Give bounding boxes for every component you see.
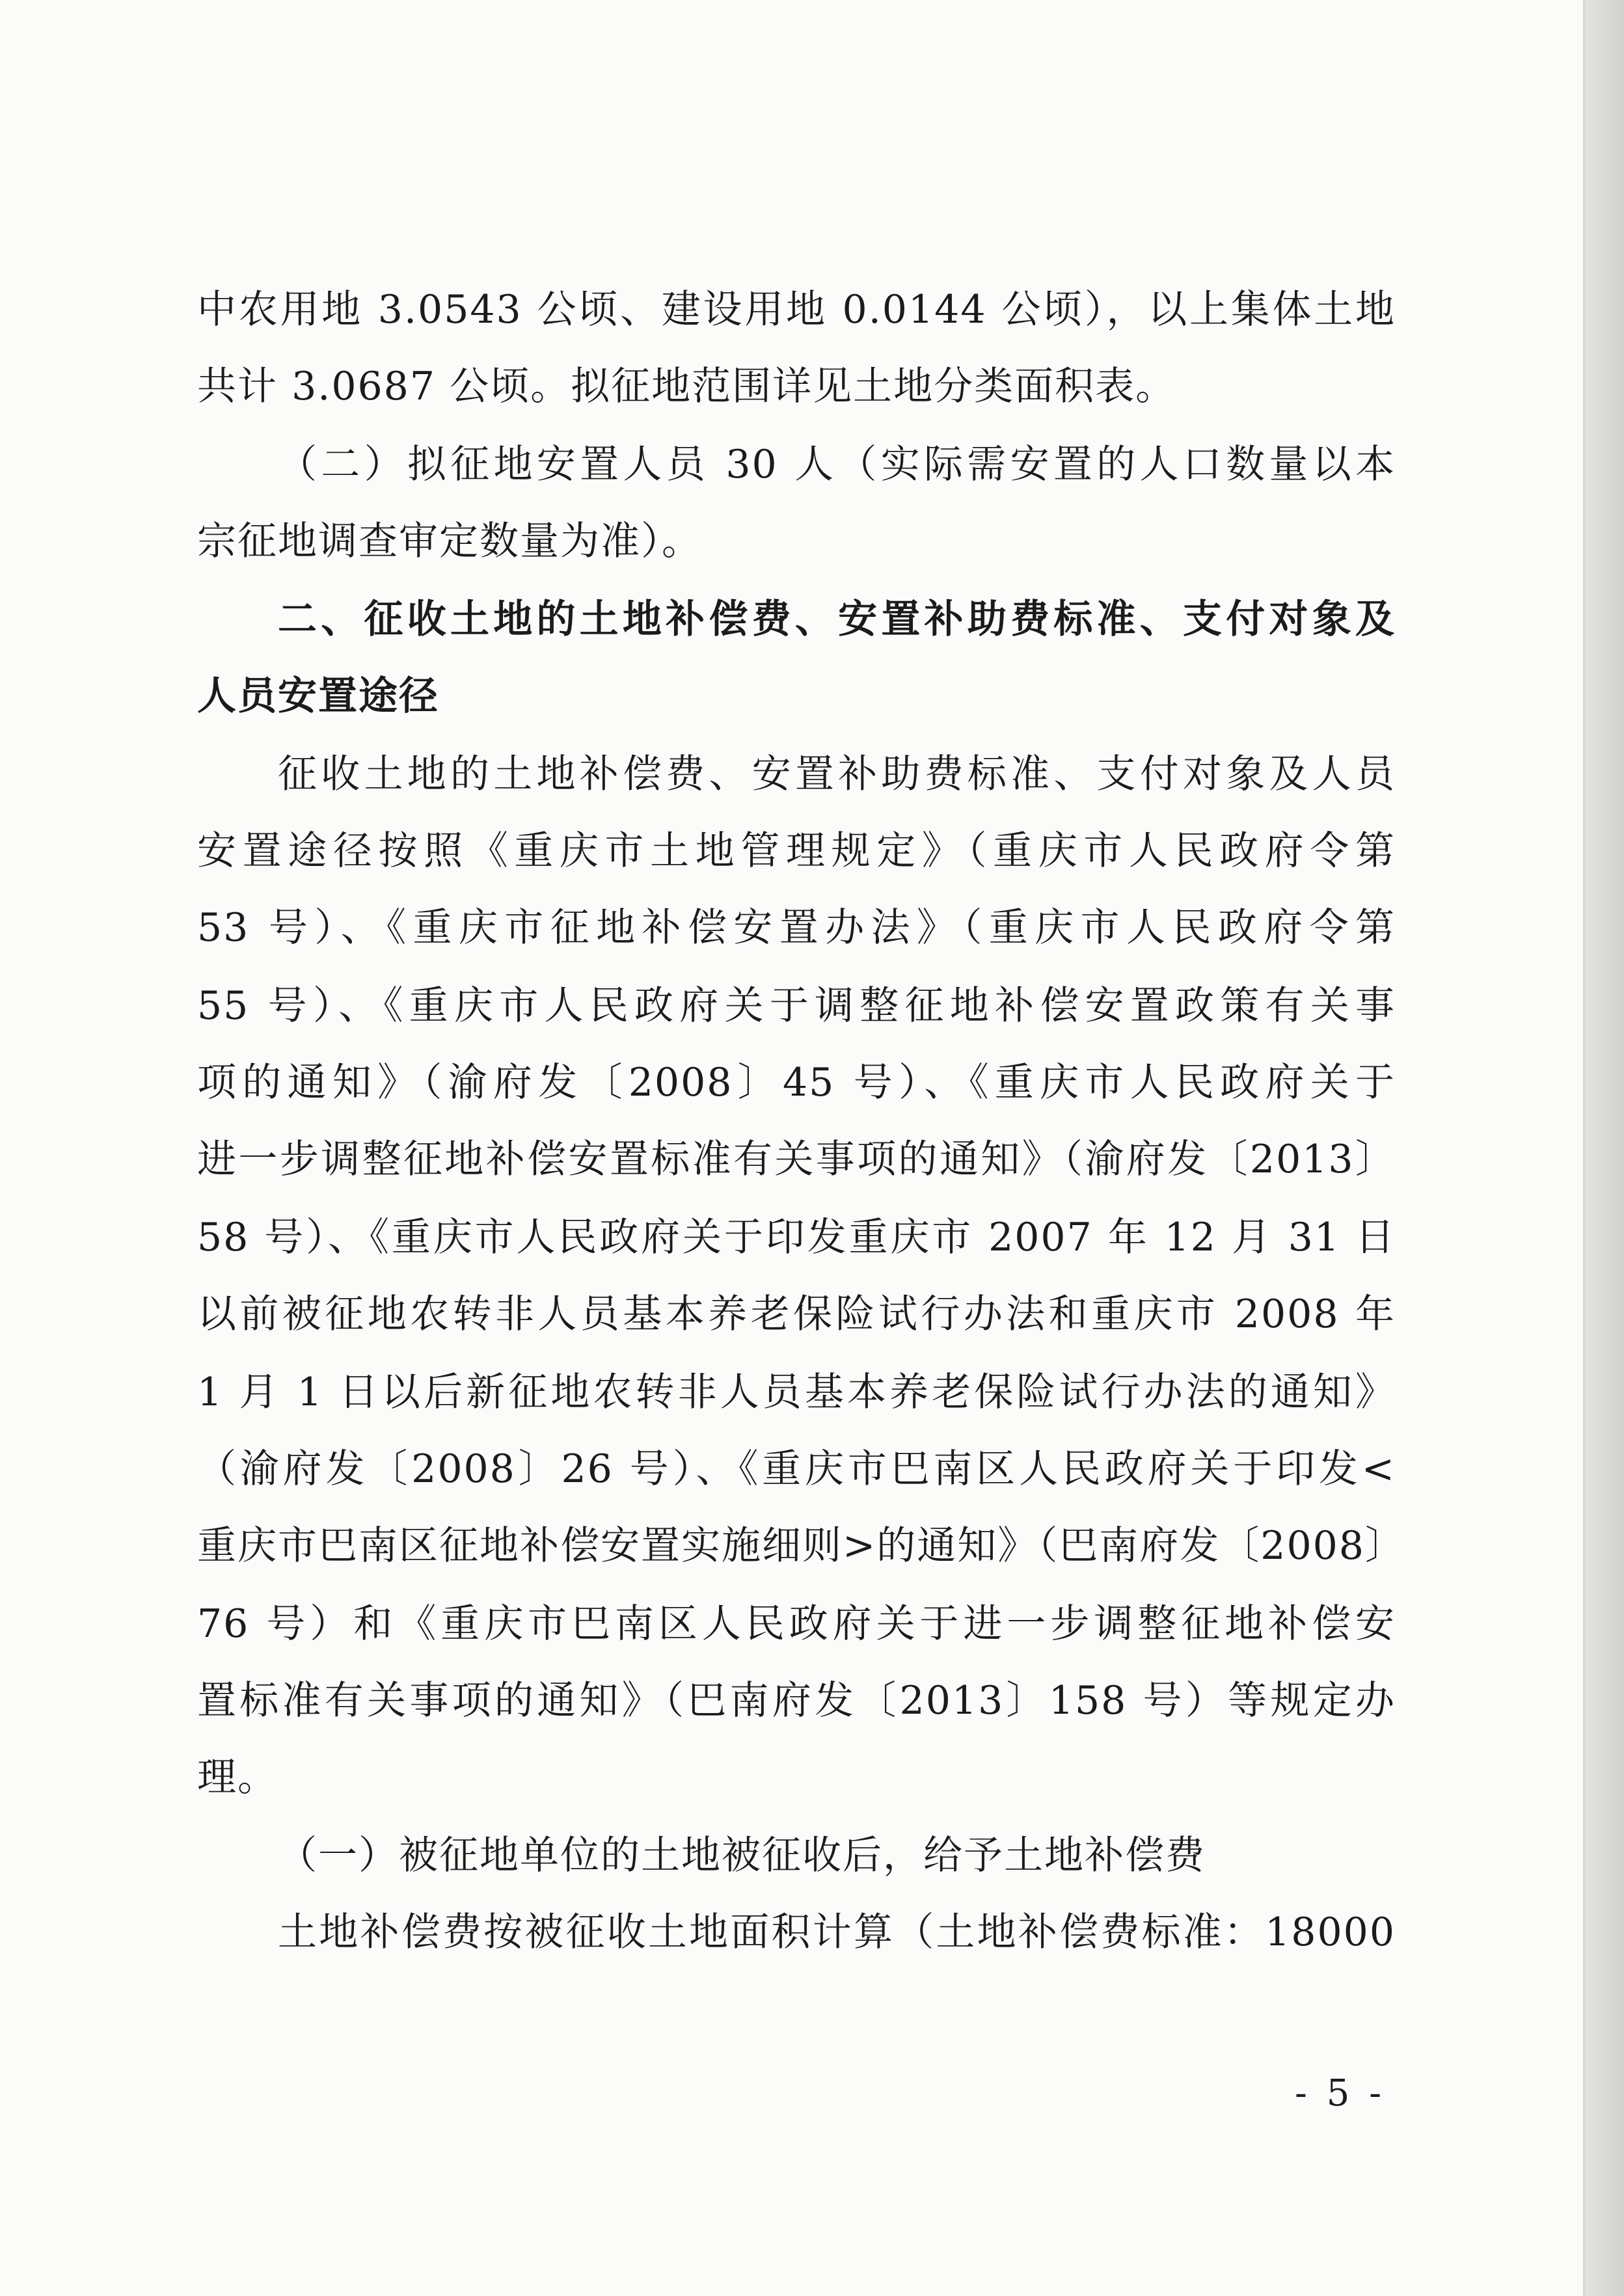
section-heading: 二、征收土地的土地补偿费、安置补助费标准、支付对象及: [278, 597, 1396, 642]
text-line: 理。: [197, 1755, 278, 1800]
text-line: 安置途径按照《重庆市土地管理规定》（重庆市人民政府令第: [197, 828, 1396, 874]
subsection-heading: （一）被征地单位的土地被征收后，给予土地补偿费: [278, 1833, 1206, 1878]
text-line: 置标准有关事项的通知》（巴南府发〔2013〕158 号）等规定办: [197, 1678, 1396, 1723]
text-line: 58 号）、《重庆市人民政府关于印发重庆市 2007 年 12 月 31 日: [197, 1215, 1396, 1260]
section-heading-continued: 人员安置途径: [197, 673, 439, 719]
text-line: （渝府发〔2008〕26 号）、《重庆市巴南区人民政府关于印发<: [197, 1446, 1396, 1492]
text-line: 1 月 1 日以后新征地农转非人员基本养老保险试行办法的通知》: [197, 1370, 1396, 1415]
text-line: 以前被征地农转非人员基本养老保险试行办法和重庆市 2008 年: [197, 1291, 1396, 1337]
text-line: 土地补偿费按被征收土地面积计算（土地补偿费标准：18000: [278, 1910, 1396, 1955]
text-line: 53 号）、《重庆市征地补偿安置办法》（重庆市人民政府令第: [197, 905, 1396, 951]
text-line: （二）拟征地安置人员 30 人（实际需安置的人口数量以本: [278, 442, 1396, 487]
text-line: 76 号）和《重庆市巴南区人民政府关于进一步调整征地补偿安: [197, 1601, 1396, 1647]
text-line: 项的通知》（渝府发〔2008〕45 号）、《重庆市人民政府关于: [197, 1060, 1396, 1105]
text-line: 进一步调整征地补偿安置标准有关事项的通知》（渝府发〔2013〕: [197, 1137, 1396, 1182]
text-line: 宗征地调查审定数量为准）。: [197, 519, 702, 564]
page-number: - 5 -: [1295, 2072, 1386, 2114]
text-line: 重庆市巴南区征地补偿安置实施细则>的通知》（巴南府发〔2008〕: [197, 1523, 1405, 1569]
text-line: 征收土地的土地补偿费、安置补助费标准、支付对象及人员: [278, 751, 1396, 797]
text-line: 中农用地 3.0543 公顷、建设用地 0.0144 公顷），以上集体土地: [197, 287, 1396, 332]
text-line: 共计 3.0687 公顷。拟征地范围详见土地分类面积表。: [197, 364, 1176, 409]
text-line: 55 号）、《重庆市人民政府关于调整征地补偿安置政策有关事: [197, 983, 1396, 1029]
scan-edge: [1585, 0, 1624, 2296]
